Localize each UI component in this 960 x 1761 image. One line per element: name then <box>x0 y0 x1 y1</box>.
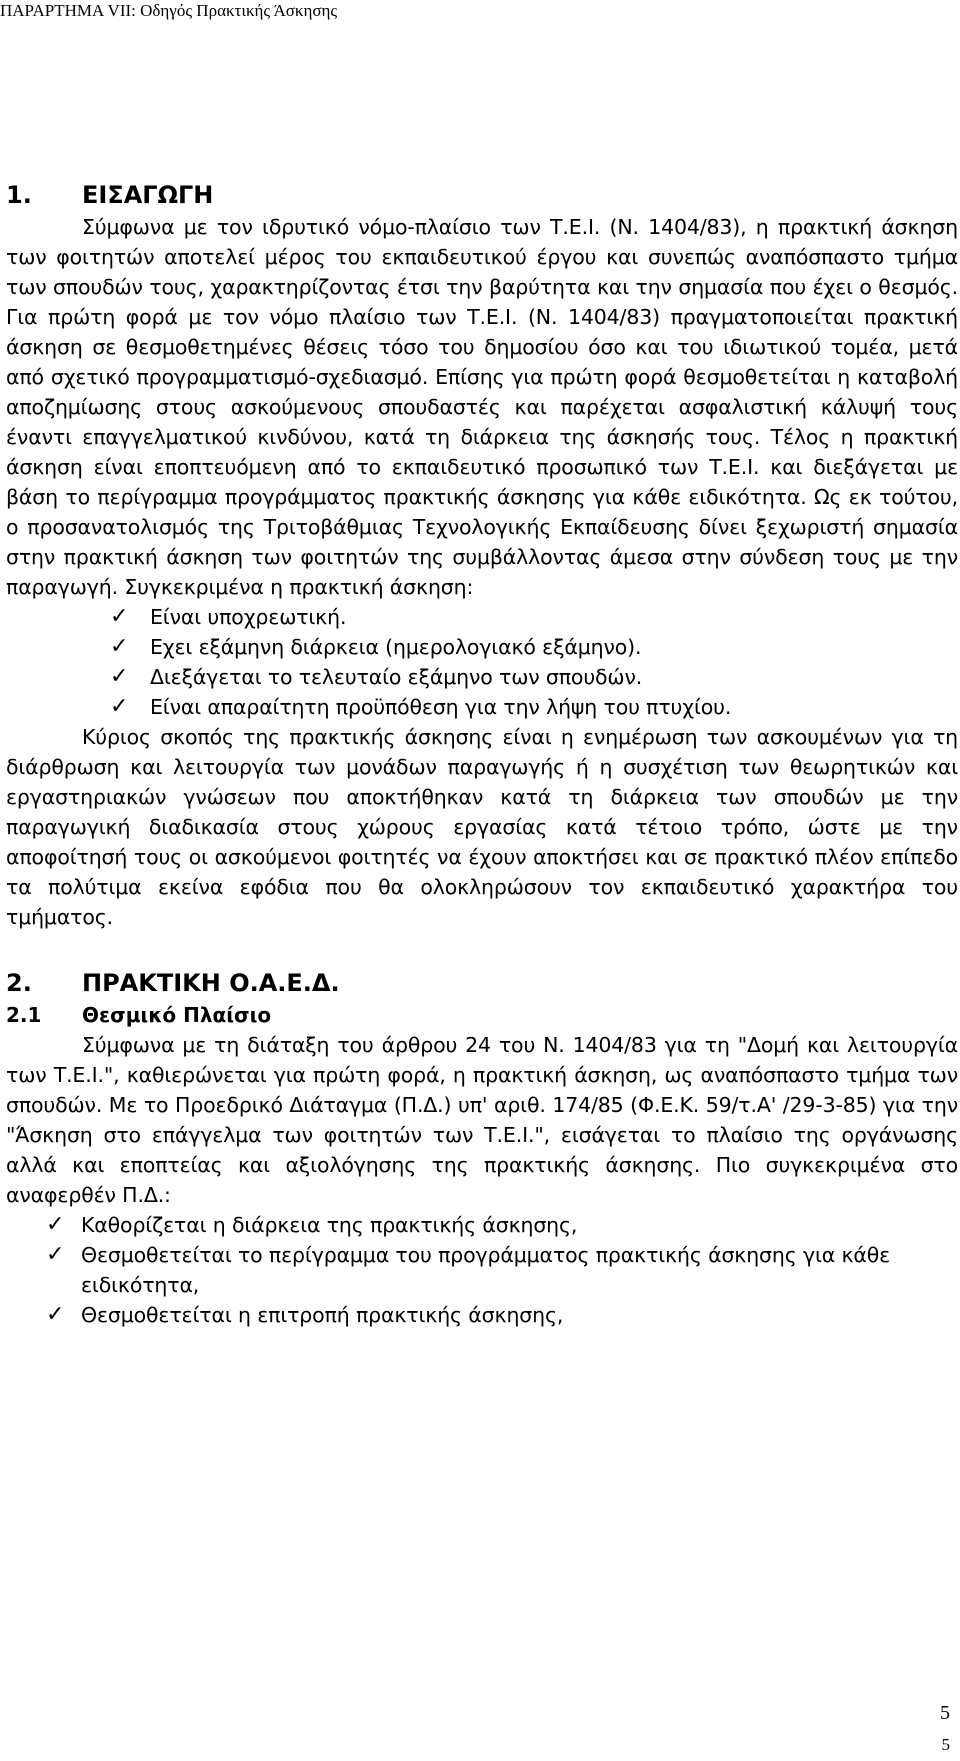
section-number: 2. <box>6 969 32 997</box>
list-item <box>6 1300 958 1330</box>
check-mark-icon: ✓ <box>46 1212 65 1237</box>
decree-provisions-list <box>6 1210 958 1330</box>
list-item-text: Εχει εξάμηνη διάρκεια (ημερολογιακό εξάμηνο). <box>150 635 642 659</box>
list-item-text: Καθορίζεται η διάρκεια της πρακτικής άσκησης, <box>81 1213 578 1237</box>
document-body <box>6 178 958 1330</box>
check-mark-icon: ✓ <box>110 694 129 719</box>
check-mark-icon: ✓ <box>110 634 129 659</box>
list-item-text: Διεξάγεται το τελευταίο εξάμηνο των σπουδών. <box>150 665 643 689</box>
check-mark-icon: ✓ <box>46 1242 65 1267</box>
check-mark-icon: ✓ <box>110 664 129 689</box>
section-2-heading <box>6 966 958 1000</box>
page-number-footer: 5 <box>941 1735 950 1754</box>
practice-characteristics-list <box>6 602 958 722</box>
section-number: 1. <box>6 181 32 209</box>
list-item <box>6 632 958 662</box>
legal-framework-paragraph: Σύμφωνα με τη διάταξη του άρθρου 24 του Ν. 1404/83 για τη "Δομή και λειτουργία των Τ.Ε.Ι.", καθιερώνεται για πρώτη φορά, η πρακτική άσκηση, ως αναπόσπαστο τμήμα των σπουδών. Με το Προεδρικό Διάταγμα (Π.Δ.) υπ' αριθ. 174/85 (Φ.Ε.Κ. 59/τ.Α' /29-3-85) για την "Άσκηση στο επάγγελμα των φοιτητών των Τ.Ε.Ι.", εισάγεται το πλαίσιο της οργάνωσης αλλά και εποπτείας και αξιολόγησης της πρακτικής άσκησης. Πιο συγκεκριμένα στο αναφερθέν Π.Δ.: <box>6 1033 958 1207</box>
list-item-text: Θεσμοθετείται το περίγραμμα του προγράμματος πρακτικής άσκησης για κάθε ειδικότητα, <box>81 1243 891 1297</box>
list-item-text: Είναι απαραίτητη προϋπόθεση για την λήψη του πτυχίου. <box>150 695 732 719</box>
check-mark-icon: ✓ <box>110 604 129 629</box>
list-item-text: Θεσμοθετείται η επιτροπή πρακτικής άσκησης, <box>81 1303 564 1327</box>
list-item <box>6 692 958 722</box>
intro-paragraph: Σύμφωνα με τον ιδρυτικό νόμο-πλαίσιο των Τ.Ε.Ι. (Ν. 1404/83), η πρακτική άσκηση των φοιτητών αποτελεί μέρος του εκπαιδευτικού έργου και συνεπώς αναπόσπαστο τμήμα των σπουδών τους, χαρακτηρίζοντας έτσι την βαρύτητα και την σημασία που έχει ο θεσμός. Για πρώτη φορά με τον νόμο πλαίσιο των Τ.Ε.Ι. (Ν. 1404/83) πραγματοποιείται πρακτική άσκηση σε θεσμοθετημένες θέσεις τόσο του δημοσίου όσο και του ιδιωτικού τομέα, μετά από σχετικό προγραμματισμό-σχεδιασμό. Επίσης για πρώτη φορά θεσμοθετείται η καταβολή αποζημίωσης στους ασκούμενους σπουδαστές και παρέχεται ασφαλιστική κάλυψή τους έναντι επαγγελματικού κινδύνου, κατά τη διάρκεια της άσκησής τους. Τέλος η πρακτική άσκηση είναι εποπτευόμενη από το εκπαιδευτικό προσωπικό των Τ.Ε.Ι. και διεξάγεται με βάση το περίγραμμα προγράμματος πρακτικής άσκησης για κάθε ειδικότητα. Ως εκ τούτου, ο προσανατολισμός της Τριτοβάθμιας Τεχνολογικής Εκπαίδευσης δίνει ξεχωριστή σημασία στην πρακτική άσκηση των φοιτητών της συμβάλλοντας άμεσα στην σύνδεση τους με την παραγωγή. Συγκεκριμένα η πρακτική άσκηση: <box>6 215 958 599</box>
list-item <box>6 602 958 632</box>
list-item <box>6 662 958 692</box>
subsection-2-1-heading <box>6 1000 958 1030</box>
running-header: ΠΑΡΑΡΤΗΜΑ VII: Οδηγός Πρακτικής Άσκησης <box>0 1 338 20</box>
section-title: ΠΡΑΚΤΙΚΗ Ο.Α.Ε.Δ. <box>82 969 340 997</box>
section-1-heading <box>6 178 958 212</box>
subsection-title: Θεσμικό Πλαίσιο <box>82 1003 272 1027</box>
check-mark-icon: ✓ <box>46 1302 65 1327</box>
list-item-text: Είναι υποχρεωτική. <box>150 605 347 629</box>
page-number: 5 <box>940 1702 950 1724</box>
list-item <box>6 1210 958 1240</box>
list-item <box>6 1240 958 1300</box>
subsection-number: 2.1 <box>6 1003 42 1027</box>
purpose-paragraph: Κύριος σκοπός της πρακτικής άσκησης είναι η ενημέρωση των ασκουμένων για τη διάρθρωση και λειτουργία των μονάδων παραγωγής ή η συσχέτιση των θεωρητικών και εργαστηριακών γνώσεων που αποκτήθηκαν κατά τη διάρκεια των σπουδών με την παραγωγική διαδικασία στους χώρους εργασίας κατά τέτοιο τρόπο, ώστε με την αποφοίτησή τους οι ασκούμενοι φοιτητές να έχουν αποκτήσει και σε πρακτικό πλέον επίπεδο τα πολύτιμα εκείνα εφόδια που θα ολοκληρώσουν τον εκπαιδευτικό χαρακτήρα του τμήματος. <box>6 725 958 929</box>
section-title: ΕΙΣΑΓΩΓΗ <box>82 181 214 209</box>
